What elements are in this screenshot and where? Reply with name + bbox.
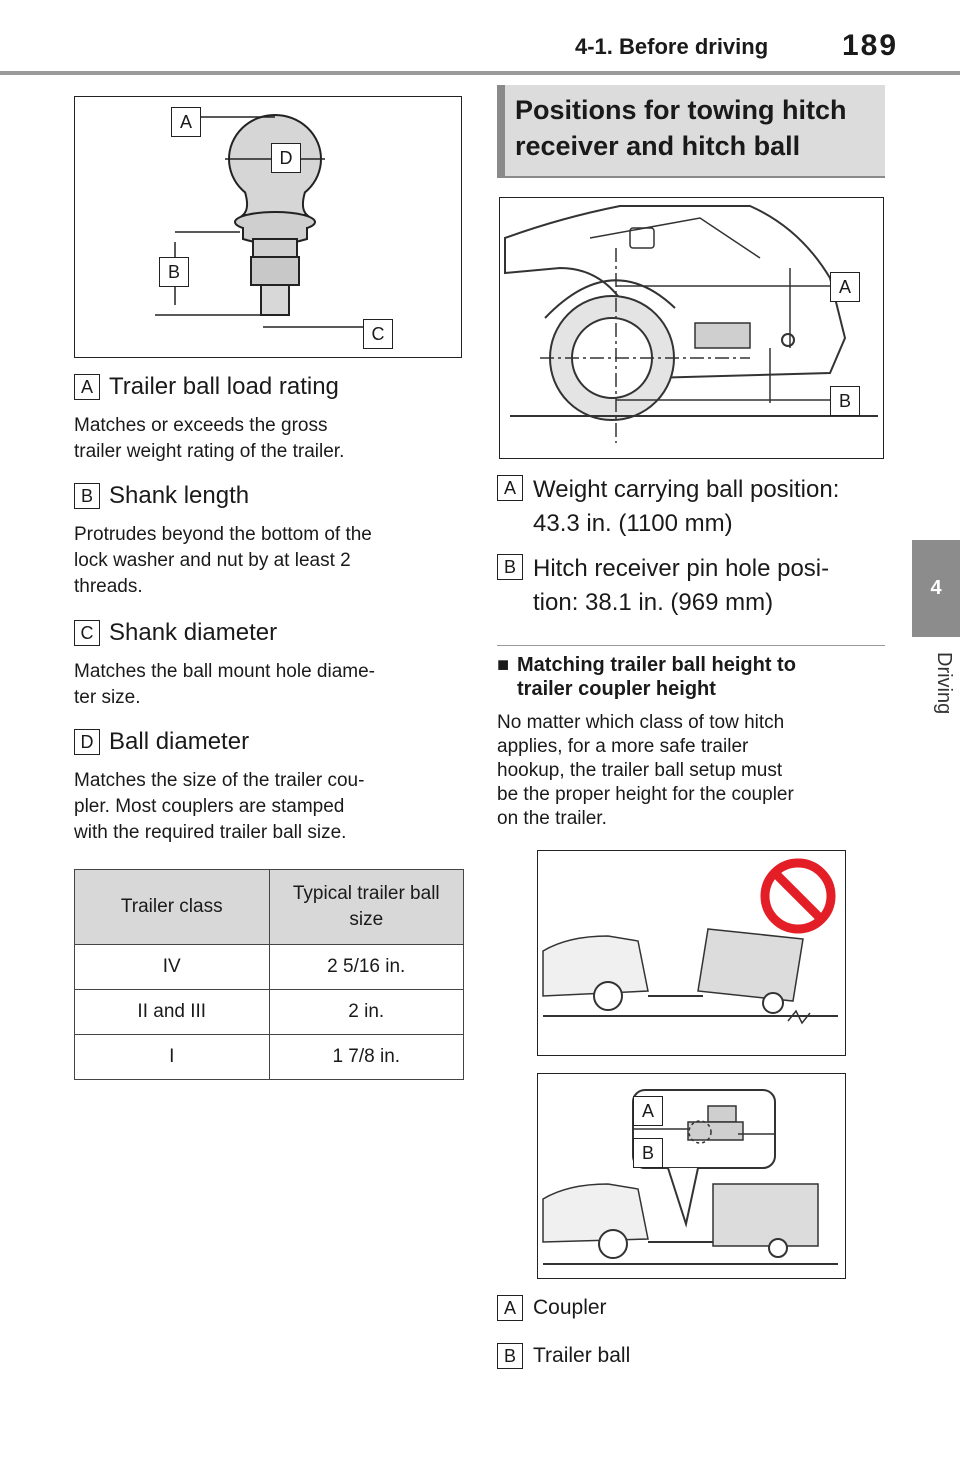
subsection-marker: ■ (497, 654, 510, 676)
car-rear-illustration (500, 198, 882, 457)
item-badge-d: D (74, 729, 100, 755)
legend-badge-b: B (497, 1343, 523, 1369)
position-a-line1: Weight carrying ball position: (533, 476, 840, 503)
item-desc-shank-diameter (74, 659, 375, 711)
chapter-tab (912, 540, 960, 637)
table-row (75, 945, 464, 990)
item-badge-c: C (74, 620, 100, 646)
table-cell: 2 5/16 in. (269, 945, 464, 990)
trailer-ball-figure (74, 96, 462, 358)
subsection-rule (497, 645, 885, 646)
page-number: 189 (842, 29, 899, 62)
desc-line: trailer weight rating of the trailer. (74, 441, 345, 462)
trailer-ball-size-table (74, 869, 464, 1080)
figure-label-b: B (159, 257, 189, 287)
item-desc-shank-length (74, 522, 372, 600)
correct-hookup-figure (537, 1073, 846, 1279)
desc-line: with the required trailer ball size. (74, 822, 347, 843)
legend-label-coupler: Coupler (533, 1296, 607, 1319)
table-row (75, 990, 464, 1035)
para-line: No matter which class of tow hitch (497, 712, 785, 733)
section-heading-line1: Positions for towing hitch (515, 95, 847, 125)
position-b-text (533, 552, 829, 620)
incorrect-hookup-illustration (538, 851, 844, 1054)
para-line: on the trailer. (497, 808, 607, 829)
table-header-row (75, 870, 464, 945)
table-header-size: Typical trailer ball size (269, 870, 464, 945)
figure-label-a: A (830, 272, 860, 302)
item-desc-load-rating (74, 413, 344, 465)
table-cell: 2 in. (269, 990, 464, 1035)
item-title-load-rating: Trailer ball load rating (109, 373, 339, 400)
position-badge-a: A (497, 475, 523, 501)
subsection-heading (497, 653, 877, 701)
figure-label-d: D (271, 143, 301, 173)
correct-hookup-illustration (538, 1074, 844, 1277)
desc-line: pler. Most couplers are stamped (74, 796, 345, 817)
desc-line: lock washer and nut by at least 2 (74, 550, 351, 571)
position-a-line2: 43.3 in. (1100 mm) (533, 510, 733, 537)
trailer-ball-illustration (75, 97, 460, 356)
section-heading-line2: receiver and hitch ball (515, 131, 801, 161)
table-cell: II and III (75, 990, 270, 1035)
desc-line: Matches the size of the trailer cou- (74, 770, 365, 791)
header-rule (0, 71, 960, 75)
chapter-label: Driving (933, 652, 955, 715)
section-heading (497, 85, 885, 178)
legend-badge-a: A (497, 1295, 523, 1321)
position-badge-b: B (497, 554, 523, 580)
figure-label-b: B (633, 1138, 663, 1168)
position-b-line2: tion: 38.1 in. (969 mm) (533, 589, 774, 616)
subsection-paragraph (497, 711, 887, 831)
desc-line: ter size. (74, 687, 141, 708)
legend-label-trailer-ball: Trailer ball (533, 1344, 631, 1367)
item-desc-ball-diameter (74, 768, 364, 846)
figure-label-a: A (171, 107, 201, 137)
table-row (75, 1035, 464, 1080)
incorrect-hookup-figure (537, 850, 846, 1056)
desc-line: Matches or exceeds the gross (74, 415, 328, 436)
table-cell: I (75, 1035, 270, 1080)
para-line: hookup, the trailer ball setup must (497, 760, 783, 781)
item-title-shank-length: Shank length (109, 482, 250, 509)
item-title-ball-diameter: Ball diameter (109, 728, 250, 755)
para-line: applies, for a more safe trailer (497, 736, 749, 757)
item-badge-a: A (74, 374, 100, 400)
item-badge-b: B (74, 483, 100, 509)
desc-line: Matches the ball mount hole diame- (74, 661, 375, 682)
para-line: be the proper height for the coupler (497, 784, 794, 805)
figure-label-b: B (830, 386, 860, 416)
desc-line: threads. (74, 576, 143, 597)
desc-line: Protrudes beyond the bottom of the (74, 524, 372, 545)
chapter-number: 4 (930, 577, 942, 599)
table-cell: IV (75, 945, 270, 990)
table-header-class: Trailer class (75, 870, 270, 945)
table-cell: 1 7/8 in. (269, 1035, 464, 1080)
subsection-title-line2: trailer coupler height (517, 678, 716, 700)
subsection-title-line1: Matching trailer ball height to (517, 654, 796, 676)
section-title: 4-1. Before driving (575, 34, 769, 59)
position-b-line1: Hitch receiver pin hole posi- (533, 555, 830, 582)
item-title-shank-diameter: Shank diameter (109, 619, 278, 646)
hitch-position-figure (499, 197, 884, 459)
figure-label-a: A (633, 1096, 663, 1126)
figure-label-c: C (363, 319, 393, 349)
position-a-text (533, 473, 839, 541)
